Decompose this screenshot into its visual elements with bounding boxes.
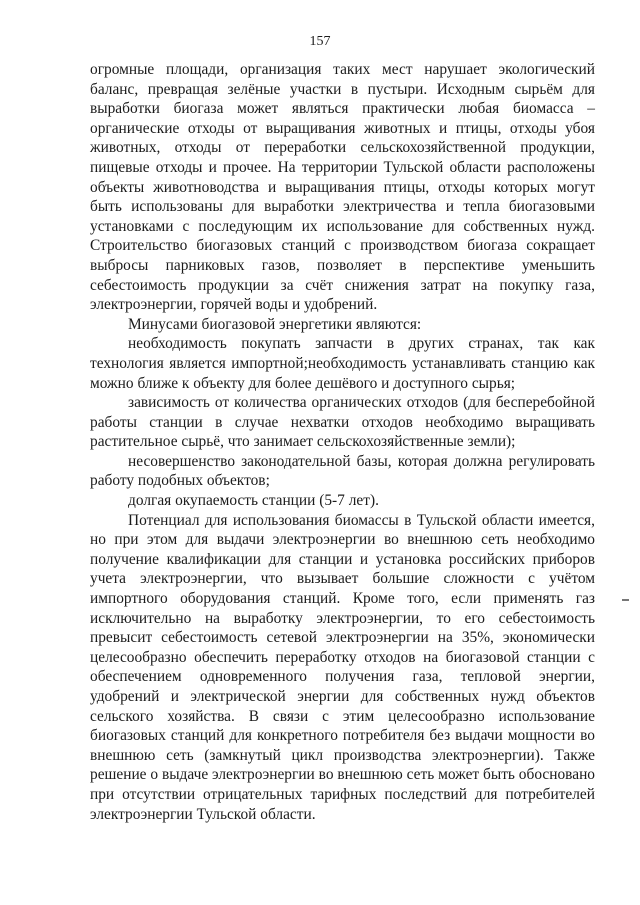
margin-scan-mark — [622, 599, 629, 601]
paragraph-minus-legislation: несовершенство законодательной базы, которая должна регулировать работу подобных объектов; — [90, 452, 595, 490]
paragraph-biomass-potential: Потенциал для использования биомассы в Тульской области имеется, но при этом для выдачи электроэнергии во внешнюю сеть необходимо получение квалификации для станции и установка российских приборов учета электроэнергии, что вызывает большие сложности с учётом импортного оборудования станций. Кроме того, если применять газ исключительно на выработку электроэнергии, то его себестоимость превысит себестоимость сетевой электроэнергии на 35%, экономически целесообразно обеспечить переработку отходов на биогазовой станции с обеспечением одновременного получения газа, тепловой энергии, удобрений и электрической энергии для собственных нужд объектов сельского хозяйства. В связи с этим целесообразно использование биогазовых станций для конкретного потребителя без выдачи мощности во внешнюю сеть (замкнутый цикл производства электроэнергии). Также решение о выдаче электроэнергии во внешнюю сеть может быть обосновано при отсутствии отрицательных тарифных последствий для потребителей электроэнергии Тульской области. — [90, 511, 595, 823]
paragraph-minus-payback: долгая окупаемость станции (5-7 лет). — [128, 492, 379, 510]
paragraph-continuation: огромные площади, организация таких мест нарушает экологический баланс, превращая зелёные участки в пустыри. Исходным сырьём для выработки биогаза может являться практически любая биомасса – органические отходы от выращивания животных и птицы, отходы убоя животных, отходы от переработки сельскохозяйственной продукции, пищевые отходы и прочее. На территории Тульской области расположены объекты животноводства и выращивания птицы, отходы которых могут быть использованы для выработки электричества и тепла биогазовыми установками с последующим их использование для собственных нужд. Строительство биогазовых станций с производством биогаза сокращает выбросы парниковых газов, позволяет в перспективе уменьшить себестоимость продукции за счёт снижения затрат на покупку газа, электроэнергии, горячей воды и удобрений. — [90, 61, 595, 314]
paragraph-minuses-intro: Минусами биогазовой энергетики являются: — [128, 315, 422, 333]
page-number: 157 — [309, 34, 331, 49]
document-body — [90, 60, 595, 824]
paragraph-minus-waste-dependency: зависимость от количества органических отходов (для бесперебойной работы станции в случае нехватки отходов необходимо выращивать растительное сырьё, что занимает сельскохозяйственные земли); — [90, 394, 595, 451]
paragraph-minus-imported-parts: необходимость покупать запчасти в других странах, так как технология является импортной;необходимость устанавливать станцию как можно ближе к объекту для более дешёвого и доступного сырья; — [90, 335, 595, 392]
